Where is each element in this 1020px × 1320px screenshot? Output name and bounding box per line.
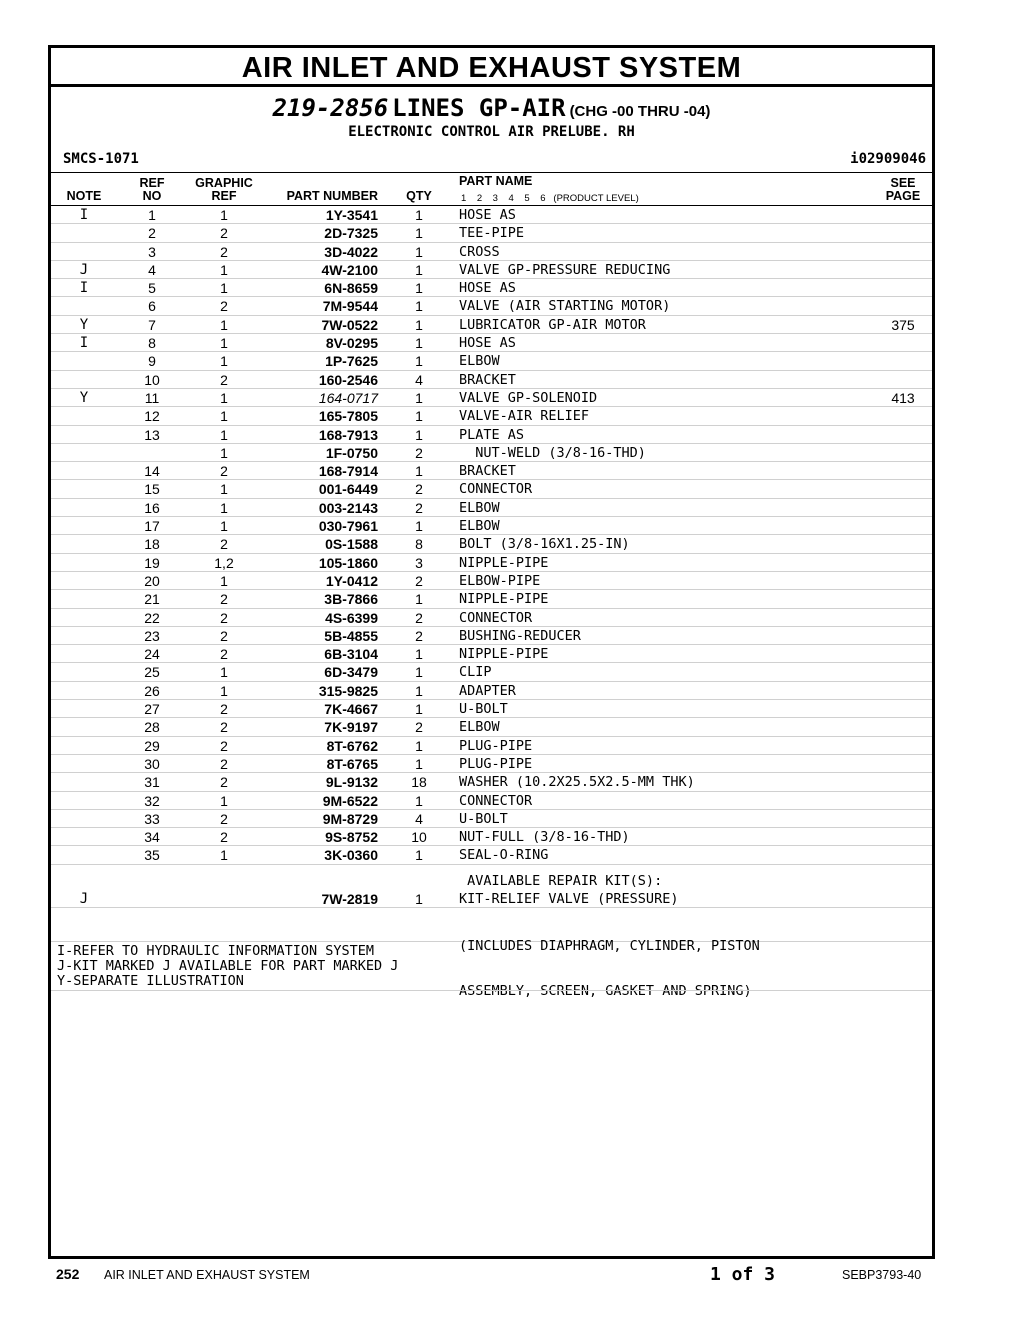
part-number: 1P-7625 [325, 353, 378, 370]
part-qty: 2 [415, 719, 423, 736]
part-name: VALVE-AIR RELIEF [459, 408, 590, 425]
part-number: 4S-6399 [325, 609, 378, 626]
part-graphic-ref: 2 [220, 298, 228, 315]
part-graphic-ref: 1 [220, 847, 228, 864]
part-name: HOSE AS [459, 280, 516, 297]
table-row [51, 261, 932, 279]
part-graphic-ref: 2 [220, 719, 228, 736]
smcs-code: SMCS-1071 [63, 151, 139, 167]
part-number: 7K-4667 [324, 701, 378, 718]
col-header-note: NOTE [66, 189, 102, 203]
part-number: 7M-9544 [322, 298, 378, 315]
kit-part-number: 7W-2819 [321, 891, 378, 907]
col-header-ref-no [129, 177, 175, 203]
part-name: TEE-PIPE [459, 225, 525, 242]
part-qty: 1 [415, 207, 423, 223]
part-name: PLATE AS [459, 426, 525, 443]
repair-kits-heading: AVAILABLE REPAIR KIT(S): [459, 873, 663, 889]
part-ref-no: 1 [148, 207, 156, 223]
part-ref-no: 34 [144, 829, 160, 846]
part-number: 001-6449 [318, 481, 378, 498]
part-number: 7K-9197 [324, 719, 378, 736]
part-qty: 4 [415, 810, 423, 827]
table-row [51, 206, 932, 224]
part-number: 4W-2100 [321, 261, 378, 278]
part-qty: 2 [415, 609, 423, 626]
illustration-id: i02909046 [850, 151, 926, 167]
table-row [51, 627, 932, 645]
part-see-page: 375 [891, 316, 915, 333]
part-graphic-ref: 2 [220, 463, 228, 480]
part-number: 0S-1588 [325, 536, 378, 553]
part-name: ADAPTER [459, 682, 516, 699]
part-graphic-ref: 1 [220, 499, 228, 516]
part-ref-no: 11 [144, 389, 160, 406]
part-ref-no: 7 [148, 316, 156, 333]
part-graphic-ref: 1 [220, 444, 228, 461]
table-row [51, 535, 932, 553]
parts-page-frame [48, 45, 935, 1259]
repair-kits-heading-row [51, 872, 932, 890]
part-ref-no: 14 [144, 463, 160, 480]
part-graphic-ref: 1 [220, 426, 228, 443]
part-ref-no: 32 [144, 792, 160, 809]
part-qty: 2 [415, 499, 423, 516]
col-header-graphic-bottom: REF [211, 189, 237, 203]
part-name: VALVE GP-SOLENOID [459, 389, 598, 406]
part-graphic-ref: 2 [220, 225, 228, 242]
part-name: SEAL-O-RING [459, 847, 549, 864]
part-number: 6N-8659 [324, 280, 378, 297]
part-number: 9M-6522 [322, 792, 378, 809]
part-qty: 2 [415, 627, 423, 644]
note-j: J-KIT MARKED J AVAILABLE FOR PART MARKED J [57, 958, 399, 974]
part-number: 9L-9132 [325, 774, 378, 791]
part-ref-no: 31 [144, 774, 160, 791]
table-row [51, 846, 932, 864]
part-graphic-ref: 1 [220, 518, 228, 535]
part-qty: 3 [415, 554, 423, 571]
page-footer [0, 1266, 1020, 1286]
part-name: NUT-WELD (3/8-16-THD) [459, 444, 646, 461]
part-note: I [79, 207, 89, 223]
part-ref-no: 6 [148, 298, 156, 315]
part-name: PLUG-PIPE [459, 737, 533, 754]
table-row [51, 371, 932, 389]
part-number: 9M-8729 [322, 810, 378, 827]
col-header-graphic-top: GRAPHIC [195, 176, 253, 190]
part-name: NUT-FULL (3/8-16-THD) [459, 829, 630, 846]
part-name: WASHER (10.2X25.5X2.5-MM THK) [459, 774, 695, 791]
sheet-indicator: 1 of 3 [710, 1264, 776, 1285]
part-ref-no: 26 [144, 682, 160, 699]
part-graphic-ref: 1 [220, 664, 228, 681]
note-y: Y-SEPARATE ILLUSTRATION [57, 973, 244, 989]
part-qty: 1 [415, 389, 423, 406]
product-level-labels: 1 2 3 4 5 6 (PRODUCT LEVEL) [461, 193, 639, 204]
part-graphic-ref: 2 [220, 591, 228, 608]
part-note: J [79, 261, 89, 278]
part-graphic-ref: 1 [220, 792, 228, 809]
table-row [51, 645, 932, 663]
part-graphic-ref: 1 [220, 572, 228, 589]
part-name: ELBOW [459, 719, 500, 736]
part-graphic-ref: 1 [220, 335, 228, 352]
part-qty: 8 [415, 536, 423, 553]
part-name: ELBOW [459, 499, 500, 516]
table-row [51, 352, 932, 370]
table-row [51, 389, 932, 407]
table-row [51, 828, 932, 846]
part-qty: 1 [415, 792, 423, 809]
part-qty: 2 [415, 481, 423, 498]
part-number: 003-2143 [318, 499, 378, 516]
part-graphic-ref: 2 [220, 701, 228, 718]
part-name: BRACKET [459, 371, 516, 388]
part-number: 1F-0750 [325, 444, 378, 461]
part-number: 164-0717 [318, 389, 378, 406]
part-graphic-ref: 1 [220, 481, 228, 498]
parts-list [51, 206, 932, 865]
part-number: 3D-4022 [324, 243, 378, 260]
part-qty: 1 [415, 646, 423, 663]
part-qty: 4 [415, 371, 423, 388]
col-header-graphic-ref [185, 177, 263, 203]
part-ref-no: 8 [148, 335, 156, 352]
part-number: 8V-0295 [325, 335, 378, 352]
col-header-see-top: SEE [890, 176, 916, 190]
part-qty: 1 [415, 591, 423, 608]
part-number: 1Y-3541 [325, 207, 378, 223]
table-row [51, 499, 932, 517]
part-name: PLUG-PIPE [459, 755, 533, 772]
part-ref-no: 9 [148, 353, 156, 370]
part-ref-no: 18 [144, 536, 160, 553]
part-number: 6B-3104 [324, 646, 378, 663]
part-qty: 1 [415, 353, 423, 370]
part-name: U-BOLT [459, 810, 508, 827]
col-header-part-number: PART NUMBER [286, 189, 378, 203]
part-number: 105-1860 [318, 554, 378, 571]
part-ref-no: 4 [148, 261, 156, 278]
part-name: CONNECTOR [459, 792, 533, 809]
part-number: 315-9825 [318, 682, 378, 699]
part-number: 2D-7325 [324, 225, 378, 242]
part-number: 3K-0360 [324, 847, 378, 864]
part-name: ELBOW-PIPE [459, 572, 541, 589]
page-number: 252 [56, 1266, 80, 1282]
part-ref-no: 27 [144, 701, 160, 718]
part-qty: 1 [415, 664, 423, 681]
part-graphic-ref: 1 [220, 353, 228, 370]
part-ref-no: 35 [144, 847, 160, 864]
part-qty: 1 [415, 426, 423, 443]
part-number: 3B-7866 [324, 591, 378, 608]
part-graphic-ref: 2 [220, 737, 228, 754]
part-ref-no: 24 [144, 646, 160, 663]
part-ref-no: 30 [144, 755, 160, 772]
part-number: 030-7961 [318, 518, 378, 535]
kit-qty: 1 [415, 891, 423, 907]
table-row [51, 609, 932, 627]
part-qty: 1 [415, 755, 423, 772]
part-qty: 1 [415, 463, 423, 480]
part-number: 7W-0522 [321, 316, 378, 333]
part-ref-no: 12 [144, 408, 160, 425]
table-row [51, 663, 932, 681]
part-ref-no: 25 [144, 664, 160, 681]
part-ref-no: 17 [144, 518, 160, 535]
part-qty: 1 [415, 408, 423, 425]
part-number: 168-7913 [318, 426, 378, 443]
part-number: 165-7805 [318, 408, 378, 425]
part-qty: 2 [415, 572, 423, 589]
table-row [51, 682, 932, 700]
part-graphic-ref: 2 [220, 810, 228, 827]
part-note: Y [79, 316, 89, 333]
table-row [51, 810, 932, 828]
part-qty: 1 [415, 316, 423, 333]
part-name: NIPPLE-PIPE [459, 591, 549, 608]
header-divider [51, 172, 932, 173]
part-number: 6D-3479 [324, 664, 378, 681]
part-graphic-ref: 2 [220, 646, 228, 663]
part-qty: 1 [415, 682, 423, 699]
table-row [51, 700, 932, 718]
table-row [51, 755, 932, 773]
part-qty: 1 [415, 518, 423, 535]
part-ref-no: 29 [144, 737, 160, 754]
group-name: LINES GP-AIR [392, 94, 566, 122]
part-ref-no: 22 [144, 609, 160, 626]
kit-description-line-1: (INCLUDES DIAPHRAGM, CYLINDER, PISTON [459, 938, 760, 954]
kit-row [51, 890, 932, 908]
table-row [51, 590, 932, 608]
part-qty: 1 [415, 280, 423, 297]
part-qty: 2 [415, 444, 423, 461]
part-ref-no: 23 [144, 627, 160, 644]
col-header-ref-bottom: NO [142, 189, 162, 203]
part-qty: 1 [415, 335, 423, 352]
group-subtitle [51, 94, 932, 122]
part-graphic-ref: 2 [220, 243, 228, 260]
part-ref-no: 15 [144, 481, 160, 498]
part-name: VALVE GP-PRESSURE REDUCING [459, 261, 671, 278]
part-ref-no: 21 [144, 591, 160, 608]
table-row [51, 480, 932, 498]
table-row [51, 297, 932, 315]
part-name: BOLT (3/8-16X1.25-IN) [459, 536, 630, 553]
col-header-see-bottom: PAGE [885, 189, 921, 203]
table-row [51, 517, 932, 535]
part-qty: 1 [415, 737, 423, 754]
part-graphic-ref: 2 [220, 536, 228, 553]
part-name: CONNECTOR [459, 481, 533, 498]
part-graphic-ref: 1 [220, 280, 228, 297]
kit-note: J [79, 891, 89, 907]
part-graphic-ref: 1 [220, 261, 228, 278]
part-graphic-ref: 2 [220, 609, 228, 626]
system-title: AIR INLET AND EXHAUST SYSTEM [241, 52, 742, 84]
title-divider [51, 84, 932, 87]
part-name: U-BOLT [459, 701, 508, 718]
table-row [51, 224, 932, 242]
part-qty: 1 [415, 701, 423, 718]
table-row [51, 243, 932, 261]
part-graphic-ref: 1 [220, 207, 228, 223]
part-qty: 18 [411, 774, 427, 791]
table-row [51, 554, 932, 572]
part-graphic-ref: 2 [220, 627, 228, 644]
part-name: BUSHING-REDUCER [459, 627, 581, 644]
part-number: 168-7914 [318, 463, 378, 480]
part-graphic-ref: 2 [220, 371, 228, 388]
table-row [51, 773, 932, 791]
part-ref-no: 13 [144, 426, 160, 443]
footer-system-name: AIR INLET AND EXHAUST SYSTEM [104, 1268, 310, 1282]
part-name: LUBRICATOR GP-AIR MOTOR [459, 316, 646, 333]
table-row [51, 316, 932, 334]
table-row [51, 426, 932, 444]
part-name: ELBOW [459, 353, 500, 370]
part-name: HOSE AS [459, 207, 516, 223]
part-ref-no: 16 [144, 499, 160, 516]
notes-legend [51, 942, 932, 991]
part-graphic-ref: 2 [220, 755, 228, 772]
part-name: BRACKET [459, 463, 516, 480]
part-name: CLIP [459, 664, 492, 681]
part-qty: 10 [411, 829, 427, 846]
part-number: 160-2546 [318, 371, 378, 388]
table-row [51, 334, 932, 352]
col-header-qty: QTY [406, 189, 432, 203]
part-note: Y [79, 389, 89, 406]
part-see-page: 413 [891, 389, 915, 406]
document-number: SEBP3793-40 [842, 1268, 922, 1282]
part-ref-no: 10 [144, 371, 160, 388]
kit-part-name: KIT-RELIEF VALVE (PRESSURE) [459, 891, 679, 907]
note-i: I-REFER TO HYDRAULIC INFORMATION SYSTEM [57, 943, 374, 959]
part-number: 8T-6765 [326, 755, 378, 772]
part-graphic-ref: 2 [220, 829, 228, 846]
part-ref-no: 28 [144, 719, 160, 736]
part-name: NIPPLE-PIPE [459, 554, 549, 571]
col-header-ref-top: REF [139, 176, 165, 190]
table-row [51, 462, 932, 480]
part-name: ELBOW [459, 518, 500, 535]
part-ref-no: 19 [144, 554, 160, 571]
part-graphic-ref: 1 [220, 389, 228, 406]
part-qty: 1 [415, 243, 423, 260]
part-ref-no: 33 [144, 810, 160, 827]
repair-kits-section [51, 872, 932, 999]
col-header-see-page [877, 177, 929, 203]
part-ref-no: 2 [148, 225, 156, 242]
table-row [51, 737, 932, 755]
part-number: 8T-6762 [326, 737, 378, 754]
change-range: (CHG -00 THRU -04) [569, 103, 711, 120]
part-graphic-ref: 2 [220, 774, 228, 791]
part-graphic-ref: 1 [220, 408, 228, 425]
part-ref-no: 20 [144, 572, 160, 589]
table-row [51, 444, 932, 462]
part-graphic-ref: 1 [220, 316, 228, 333]
part-qty: 1 [415, 261, 423, 278]
table-row [51, 407, 932, 425]
part-note: I [79, 280, 89, 297]
table-row [51, 572, 932, 590]
table-row [51, 718, 932, 736]
table-row [51, 792, 932, 810]
part-number: 9S-8752 [325, 829, 378, 846]
part-name: CONNECTOR [459, 609, 533, 626]
group-number: 219-2856 [272, 94, 389, 122]
part-note: I [79, 335, 89, 352]
part-ref-no: 5 [148, 280, 156, 297]
part-name: VALVE (AIR STARTING MOTOR) [459, 298, 671, 315]
part-name: HOSE AS [459, 335, 516, 352]
part-qty: 1 [415, 225, 423, 242]
part-name: CROSS [459, 243, 500, 260]
col-header-part-name: PART NAME [459, 174, 533, 188]
part-graphic-ref: 1 [220, 682, 228, 699]
part-graphic-ref: 1,2 [214, 554, 234, 571]
part-ref-no: 3 [148, 243, 156, 260]
part-number: 5B-4855 [324, 627, 378, 644]
kit-description-line-2: ASSEMBLY, SCREEN, GASKET AND SPRING) [459, 983, 752, 999]
group-description: ELECTRONIC CONTROL AIR PRELUBE. RH [348, 124, 635, 140]
table-row [51, 279, 932, 297]
part-qty: 1 [415, 847, 423, 864]
part-qty: 1 [415, 298, 423, 315]
part-number: 1Y-0412 [325, 572, 378, 589]
part-name: NIPPLE-PIPE [459, 646, 549, 663]
